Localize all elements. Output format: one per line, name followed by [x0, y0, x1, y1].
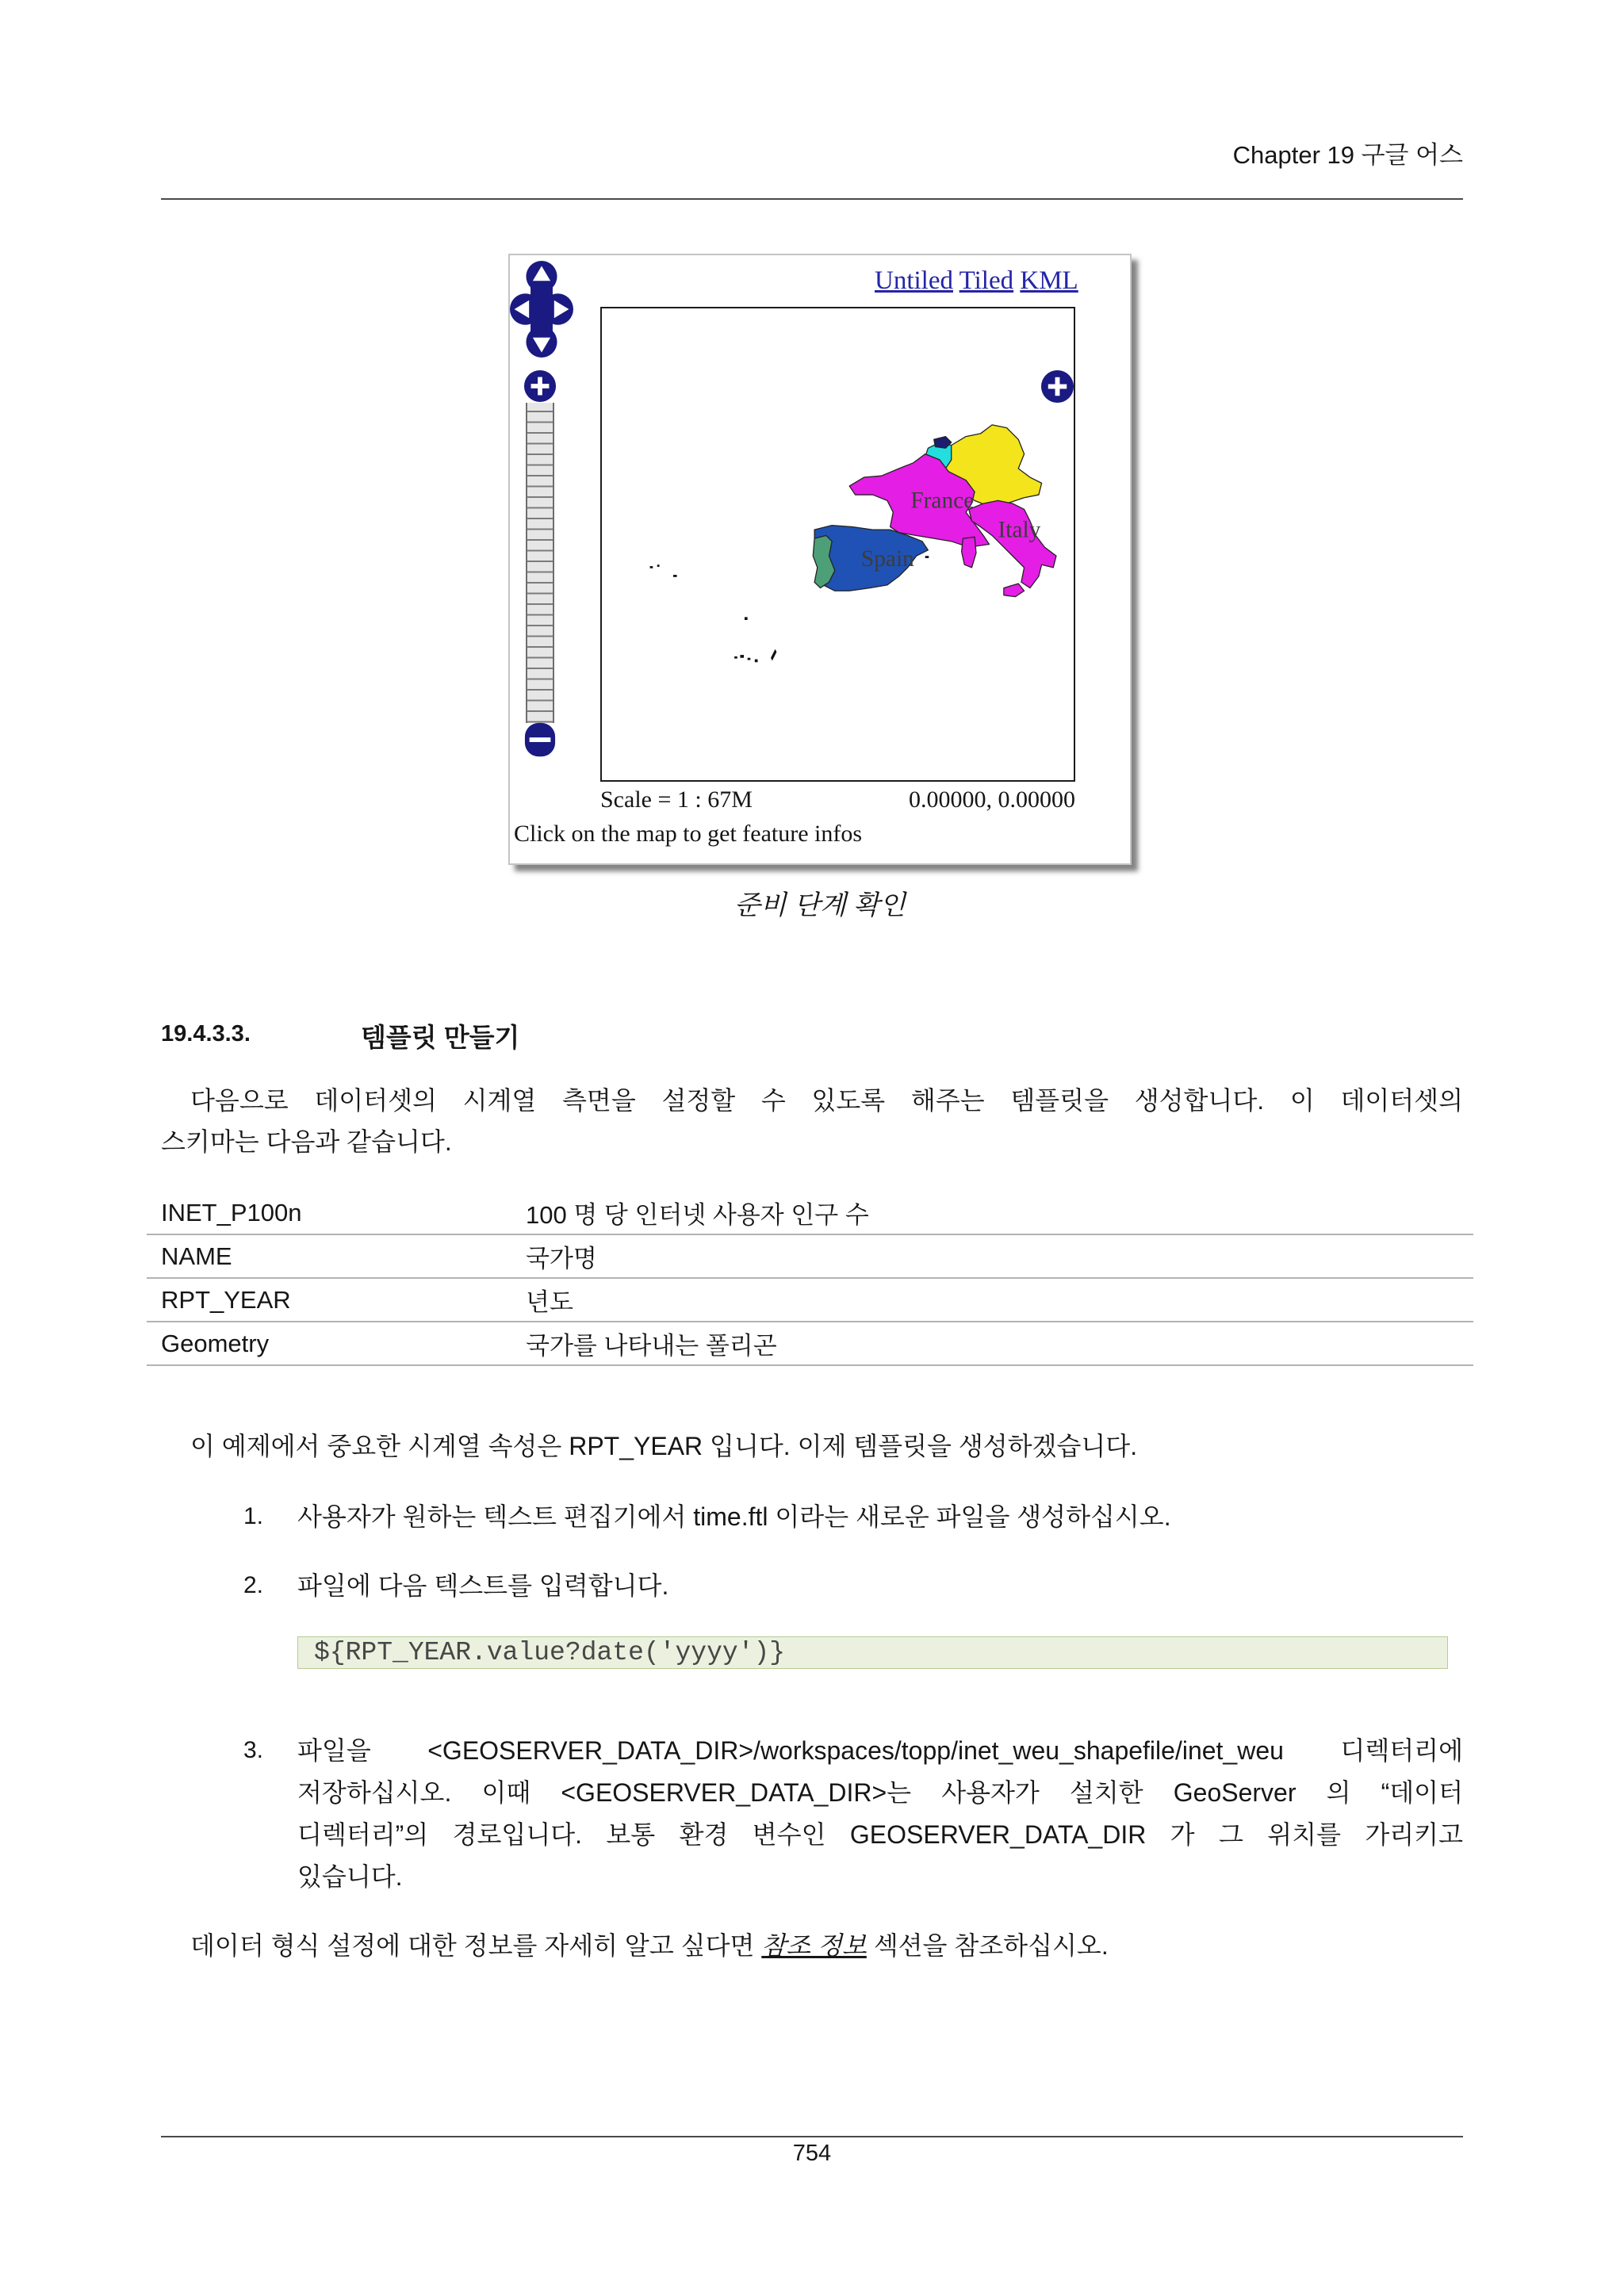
- intro-paragraph: [161, 1080, 1463, 1162]
- map-coordinates: 0.00000, 0.00000: [909, 786, 1075, 813]
- step-text: 사용자가 원하는 텍스트 편집기에서 time.ftl 이라는 새로운 파일을 생성하십시오.: [297, 1502, 1171, 1531]
- island-dot: [925, 556, 929, 558]
- field-name: NAME: [147, 1234, 526, 1278]
- map-scale: Scale = 1 : 67M: [600, 786, 753, 813]
- island-sicily: [1004, 584, 1025, 597]
- table-row: [147, 1278, 1473, 1322]
- schema-table: [147, 1192, 1473, 1366]
- map-hint: Click on the map to get feature infos: [514, 821, 863, 847]
- island-dot: [755, 660, 758, 663]
- closing-paragraph: [190, 1925, 1463, 1966]
- step-number: 1.: [243, 1503, 264, 1529]
- field-description: 년도: [526, 1278, 1473, 1322]
- field-name: INET_P100n: [147, 1192, 526, 1234]
- island-dot: [673, 575, 677, 577]
- reference-link[interactable]: 참조 정보: [761, 1931, 867, 1960]
- map-label-france: France: [910, 488, 975, 514]
- island-dot: [740, 655, 744, 658]
- plus-icon-v: [1055, 377, 1060, 396]
- field-description: 100 명 당 인터넷 사용자 인구 수: [526, 1192, 1473, 1234]
- running-header: Chapter 19 구글 어스: [1232, 141, 1463, 169]
- section-title: 템플릿 만들기: [361, 1023, 520, 1052]
- map-preview-figure: [508, 254, 1132, 865]
- field-description: 국가명: [526, 1234, 1473, 1278]
- step-line: 파일을 <GEOSERVER_DATA_DIR>/workspaces/topp/inet_weu_shapefile/inet_weu 디렉터리에: [297, 1736, 1463, 1765]
- zoom-in-button: [523, 369, 557, 403]
- map-label-italy: Italy: [998, 517, 1041, 543]
- closing-text: 섹션을 참조하십시오.: [866, 1931, 1109, 1960]
- intro-line: 다음으로 데이터셋의 시계열 측면을 설정할 수 있도록 해주는 템플릿을 생성합니다. 이 데이터셋의: [190, 1086, 1463, 1115]
- island-dot: [748, 658, 751, 660]
- intro-line: 스키마는 다음과 같습니다.: [161, 1127, 452, 1156]
- map-viewport: [600, 307, 1075, 782]
- minus-icon: [530, 737, 551, 742]
- field-description: 국가를 나타내는 폴리곤: [526, 1322, 1473, 1365]
- table-row: [147, 1192, 1473, 1234]
- step-text: 파일에 다음 텍스트를 입력합니다.: [297, 1571, 669, 1600]
- closing-text: 데이터 형식 설정에 대한 정보를 자세히 알고 싶다면: [190, 1931, 762, 1960]
- footer-rule: [161, 2136, 1463, 2137]
- zoom-slider-track: [526, 403, 554, 723]
- tiled-link: Tiled: [959, 266, 1014, 295]
- island-dot: [745, 617, 748, 620]
- note-paragraph: 이 예제에서 중요한 시계열 속성은 RPT_YEAR 입니다. 이제 템플릿을 생성하겠습니다.: [190, 1432, 1138, 1460]
- map-canvas: [602, 308, 1074, 780]
- section-number: 19.4.3.3.: [161, 1021, 251, 1047]
- step-line: 있습니다.: [297, 1862, 403, 1891]
- step-text: [297, 1730, 1463, 1898]
- step-line: 디렉터리”의 경로입니다. 보통 환경 변수인 GEOSERVER_DATA_DIR 가 그 위치를 가리키고: [297, 1820, 1463, 1849]
- island-dot: [650, 566, 653, 568]
- pan-control: [510, 260, 573, 358]
- island-dot: [734, 656, 737, 659]
- field-name: Geometry: [147, 1322, 526, 1365]
- island-dot: [771, 649, 776, 661]
- table-row: [147, 1234, 1473, 1278]
- code-snippet: ${RPT_YEAR.value?date('yyyy')}: [297, 1636, 1448, 1669]
- plus-icon-v: [538, 377, 542, 396]
- untiled-link: Untiled: [875, 266, 953, 295]
- kml-link: KML: [1020, 266, 1078, 295]
- map-label-spain: Spain: [860, 546, 914, 572]
- output-format-links: [875, 266, 1078, 296]
- figure-caption: 준비 단계 확인: [734, 890, 906, 920]
- header-rule: [161, 198, 1463, 200]
- island-sardinia: [962, 537, 976, 568]
- island-dot: [657, 564, 660, 567]
- step-number: 3.: [243, 1737, 264, 1763]
- step-number: 2.: [243, 1572, 264, 1598]
- page-number: 754: [792, 2141, 832, 2166]
- field-name: RPT_YEAR: [147, 1278, 526, 1322]
- table-row: [147, 1322, 1473, 1365]
- zoom-out-button: [523, 721, 557, 761]
- step-line: 저장하십시오. 이때 <GEOSERVER_DATA_DIR>는 사용자가 설치한 GeoServer 의 “데이터: [297, 1778, 1463, 1807]
- layer-switcher-button: [1040, 369, 1074, 404]
